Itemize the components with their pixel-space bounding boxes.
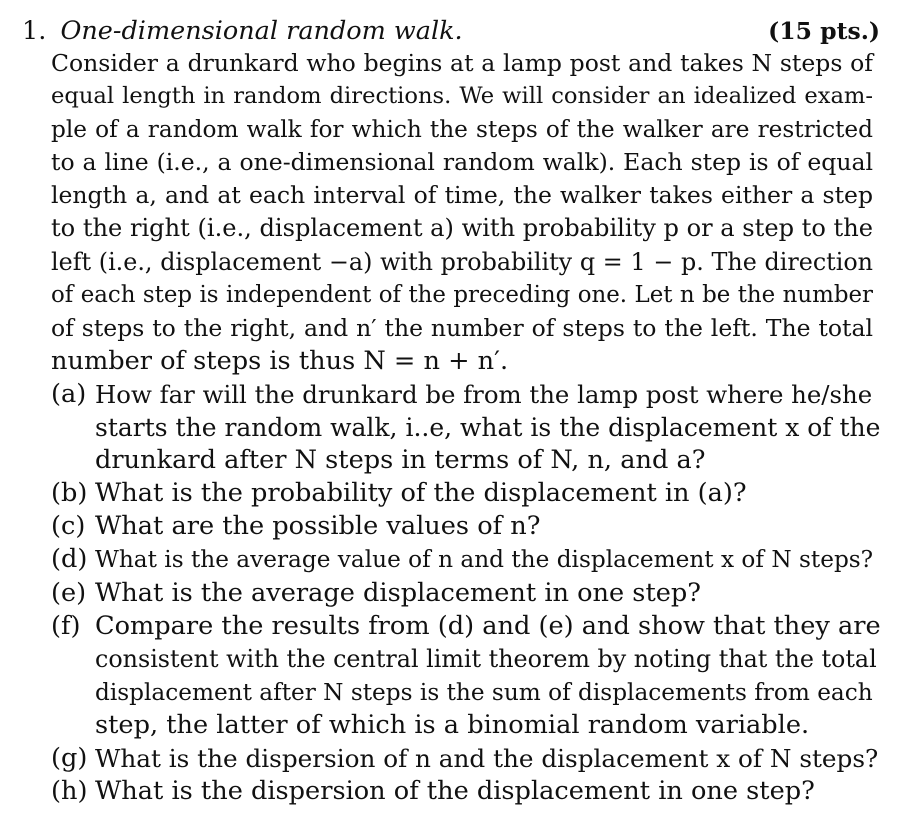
question-label: (a) bbox=[51, 379, 87, 409]
question-item-e bbox=[51, 577, 881, 610]
question-label: (d) bbox=[51, 544, 88, 575]
question-label: (h) bbox=[51, 776, 88, 807]
question-line: starts the random walk, i..e, what is the displacement x of the bbox=[95, 413, 881, 443]
statement-line: of each step is independent of the preceding one. Let n be the number bbox=[51, 281, 873, 308]
problem-header bbox=[22, 14, 880, 48]
problem-points: (15 pts.) bbox=[768, 17, 880, 45]
question-line: Compare the results from (d) and (e) and show that they are bbox=[95, 610, 881, 641]
question-label: (b) bbox=[51, 478, 88, 509]
statement-line: to a line (i.e., a one-dimensional random walk). Each step is of equal bbox=[51, 148, 873, 177]
question-item-b bbox=[51, 477, 881, 510]
problem-statement bbox=[51, 47, 873, 378]
question-line: consistent with the central limit theorem by noting that the total bbox=[95, 644, 877, 673]
question-item-d bbox=[51, 543, 881, 576]
question-line: What is the average value of n and the displacement x of N steps? bbox=[95, 546, 874, 574]
statement-line: of steps to the right, and n′ the number of steps to the left. The total bbox=[51, 313, 873, 342]
question-line: How far will the drunkard be from the lamp post where he/she bbox=[95, 380, 873, 409]
statement-line: to the right (i.e., displacement a) with probability p or a step to the bbox=[51, 214, 873, 243]
problem-number: 1. bbox=[22, 16, 47, 46]
statement-line: number of steps is thus N = n + n′. bbox=[51, 345, 509, 376]
question-label: (c) bbox=[51, 511, 86, 542]
question-item-c bbox=[51, 510, 881, 543]
question-label: (g) bbox=[51, 743, 88, 774]
question-line: step, the latter of which is a binomial random variable. bbox=[95, 709, 810, 740]
statement-line: left (i.e., displacement −a) with probability q = 1 − p. The direction bbox=[51, 247, 873, 276]
statement-line: equal length in random directions. We will consider an idealized exam- bbox=[51, 83, 873, 110]
question-item-a bbox=[51, 378, 881, 477]
question-line: What is the dispersion of n and the displacement x of N steps? bbox=[95, 744, 879, 774]
question-item-f bbox=[51, 610, 881, 742]
statement-line: ple of a random walk for which the steps of the walker are restricted bbox=[51, 116, 873, 144]
question-item-g bbox=[51, 742, 881, 775]
statement-line: Consider a drunkard who begins at a lamp post and takes N steps of bbox=[51, 49, 873, 77]
question-line: What is the average displacement in one step? bbox=[95, 577, 701, 608]
question-label: (f) bbox=[51, 610, 81, 641]
question-line: What are the possible values of n? bbox=[95, 511, 541, 542]
question-list bbox=[51, 378, 881, 808]
problem-title: One-dimensional random walk. bbox=[60, 16, 463, 46]
question-line: displacement after N steps is the sum of displacements from each bbox=[95, 678, 873, 706]
question-item-h bbox=[51, 775, 881, 808]
statement-line: length a, and at each interval of time, the walker takes either a step bbox=[51, 181, 873, 210]
question-line: What is the probability of the displacement in (a)? bbox=[95, 478, 747, 509]
question-line: What is the dispersion of the displacement in one step? bbox=[95, 776, 815, 807]
question-label: (e) bbox=[51, 577, 87, 608]
question-line: drunkard after N steps in terms of N, n, and a? bbox=[95, 445, 706, 476]
